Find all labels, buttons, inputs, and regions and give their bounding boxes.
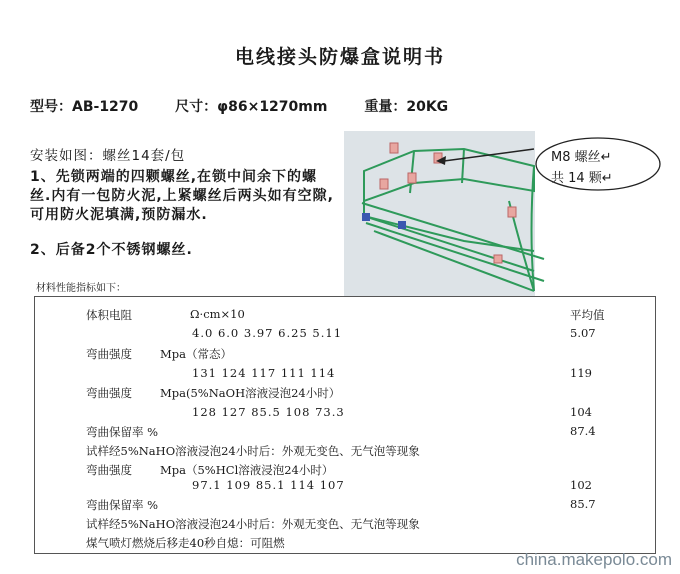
retention-label: 弯曲保留率 %: [86, 498, 159, 512]
volume-resistance-unit: Ω·cm×10: [190, 307, 245, 321]
install-title: 安装如图：螺丝14套/包: [30, 148, 186, 164]
install-note-1: 1、先锁两端的四颗螺丝,在锁中间余下的螺丝.内有一包防火泥,上紧螺丝后两头如有空隙,可用防火泥填满,预防漏水.: [30, 169, 334, 223]
avg-value: 5.07: [570, 326, 596, 340]
retention-label: 弯曲保留率 %: [86, 425, 159, 439]
site-watermark: china.makepolo.com: [516, 550, 672, 569]
table-note: 煤气喷灯燃烧后移走40秒自熄：可阻燃: [86, 536, 285, 550]
install-note-2: 2、后备2个不锈钢螺丝.: [30, 242, 193, 258]
bend-strength-unit: Mpa(5%NaOH溶液浸泡24小时）: [160, 386, 341, 400]
avg-value: 119: [570, 366, 592, 380]
bend-strength-label: 弯曲强度: [86, 386, 132, 400]
avg-value: 87.4: [570, 424, 596, 438]
table-row: 128 127 85.5 108 73.3: [192, 405, 345, 419]
avg-value: 85.7: [570, 497, 596, 511]
table-note: 试样经5%NaHO溶液浸泡24小时后：外观无变色、无气泡等现象: [86, 444, 420, 458]
size-spec: 尺寸：φ86×1270mm: [175, 99, 328, 115]
bend-strength-label: 弯曲强度: [86, 463, 132, 477]
bend-strength-unit: Mpa（5%HCl溶液浸泡24小时）: [160, 463, 334, 477]
table-note: 试样经5%NaHO溶液浸泡24小时后：外观无变色、无气泡等现象: [86, 517, 420, 531]
average-header: 平均值: [570, 308, 605, 322]
table-row: 4.0 6.0 3.97 6.25 5.11: [192, 326, 343, 340]
volume-resistance-label: 体积电阻: [86, 308, 132, 322]
callout-line-1: M8 螺丝↵: [551, 150, 612, 165]
bend-strength-unit: Mpa（常态）: [160, 347, 232, 361]
materials-title: 材料性能指标如下：: [36, 283, 126, 294]
table-row: 131 124 117 111 114: [192, 366, 336, 380]
spec-line: [30, 96, 480, 116]
table-row: 97.1 109 85.1 114 107: [192, 478, 345, 492]
weight-spec: 重量：20KG: [364, 99, 449, 115]
callout-line-2: 共 14 颗↵: [551, 171, 613, 186]
avg-value: 104: [570, 405, 592, 419]
document-title: 电线接头防爆盒说明书: [234, 46, 445, 68]
bend-strength-label: 弯曲强度: [86, 347, 132, 361]
avg-value: 102: [570, 478, 592, 492]
model-spec: 型号：AB-1270: [30, 99, 139, 115]
